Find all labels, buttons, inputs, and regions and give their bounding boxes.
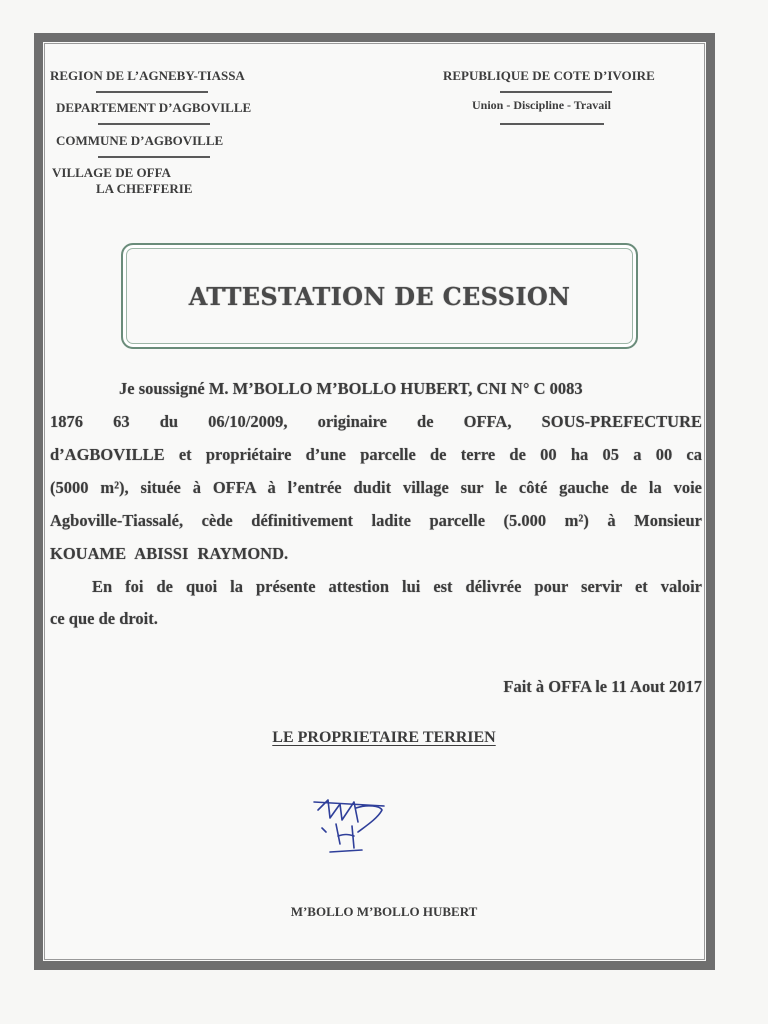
document-title: ATTESTATION DE CESSION bbox=[188, 281, 571, 311]
body-line: En foi de quoi la présente attestion lui est délivrée pour servir et valoir bbox=[92, 577, 702, 596]
date-place: Fait à OFFA le 11 Aout 2017 bbox=[503, 677, 702, 696]
republic-label: REPUBLIQUE DE COTE D’IVOIRE bbox=[443, 68, 655, 83]
chefferie-label: LA CHEFFERIE bbox=[96, 181, 193, 196]
body-line: d’AGBOVILLE et propriétaire d’une parcelle de terre de 00 ha 05 a 00 ca bbox=[50, 445, 702, 464]
divider-rule bbox=[96, 91, 208, 93]
body-line: ce que de droit. bbox=[50, 609, 158, 628]
body-line: Je soussigné M. M’BOLLO M’BOLLO HUBERT, CNI N° C 0083 bbox=[119, 379, 583, 398]
region-label: REGION DE L’AGNEBY-TIASSA bbox=[50, 68, 245, 83]
body-line: Agboville-Tiassalé, cède définitivement ladite parcelle (5.000 m²) à Monsieur bbox=[50, 511, 702, 530]
divider-rule bbox=[98, 156, 210, 158]
divider-rule bbox=[500, 123, 604, 125]
department-label: DEPARTEMENT D’AGBOVILLE bbox=[56, 100, 252, 115]
divider-rule bbox=[98, 123, 210, 125]
motto-label: Union - Discipline - Travail bbox=[472, 98, 611, 112]
owner-title bbox=[0, 729, 768, 747]
body-line: KOUAME ABISSI RAYMOND. bbox=[50, 544, 289, 563]
body-line: (5000 m²), située à OFFA à l’entrée dudit village sur le côté gauche de la voie bbox=[50, 478, 702, 497]
village-label: VILLAGE DE OFFA bbox=[52, 165, 171, 180]
title-box bbox=[121, 243, 638, 349]
signer-name: M’BOLLO M’BOLLO HUBERT bbox=[290, 904, 478, 919]
divider-rule bbox=[500, 91, 612, 93]
owner-title-text: LE PROPRIETAIRE TERRIEN bbox=[272, 729, 496, 746]
commune-label: COMMUNE D’AGBOVILLE bbox=[56, 133, 224, 148]
body-line: 1876 63 du 06/10/2009, originaire de OFFA, SOUS-PREFECTURE bbox=[50, 412, 702, 431]
handwritten-signature-icon bbox=[308, 796, 390, 862]
